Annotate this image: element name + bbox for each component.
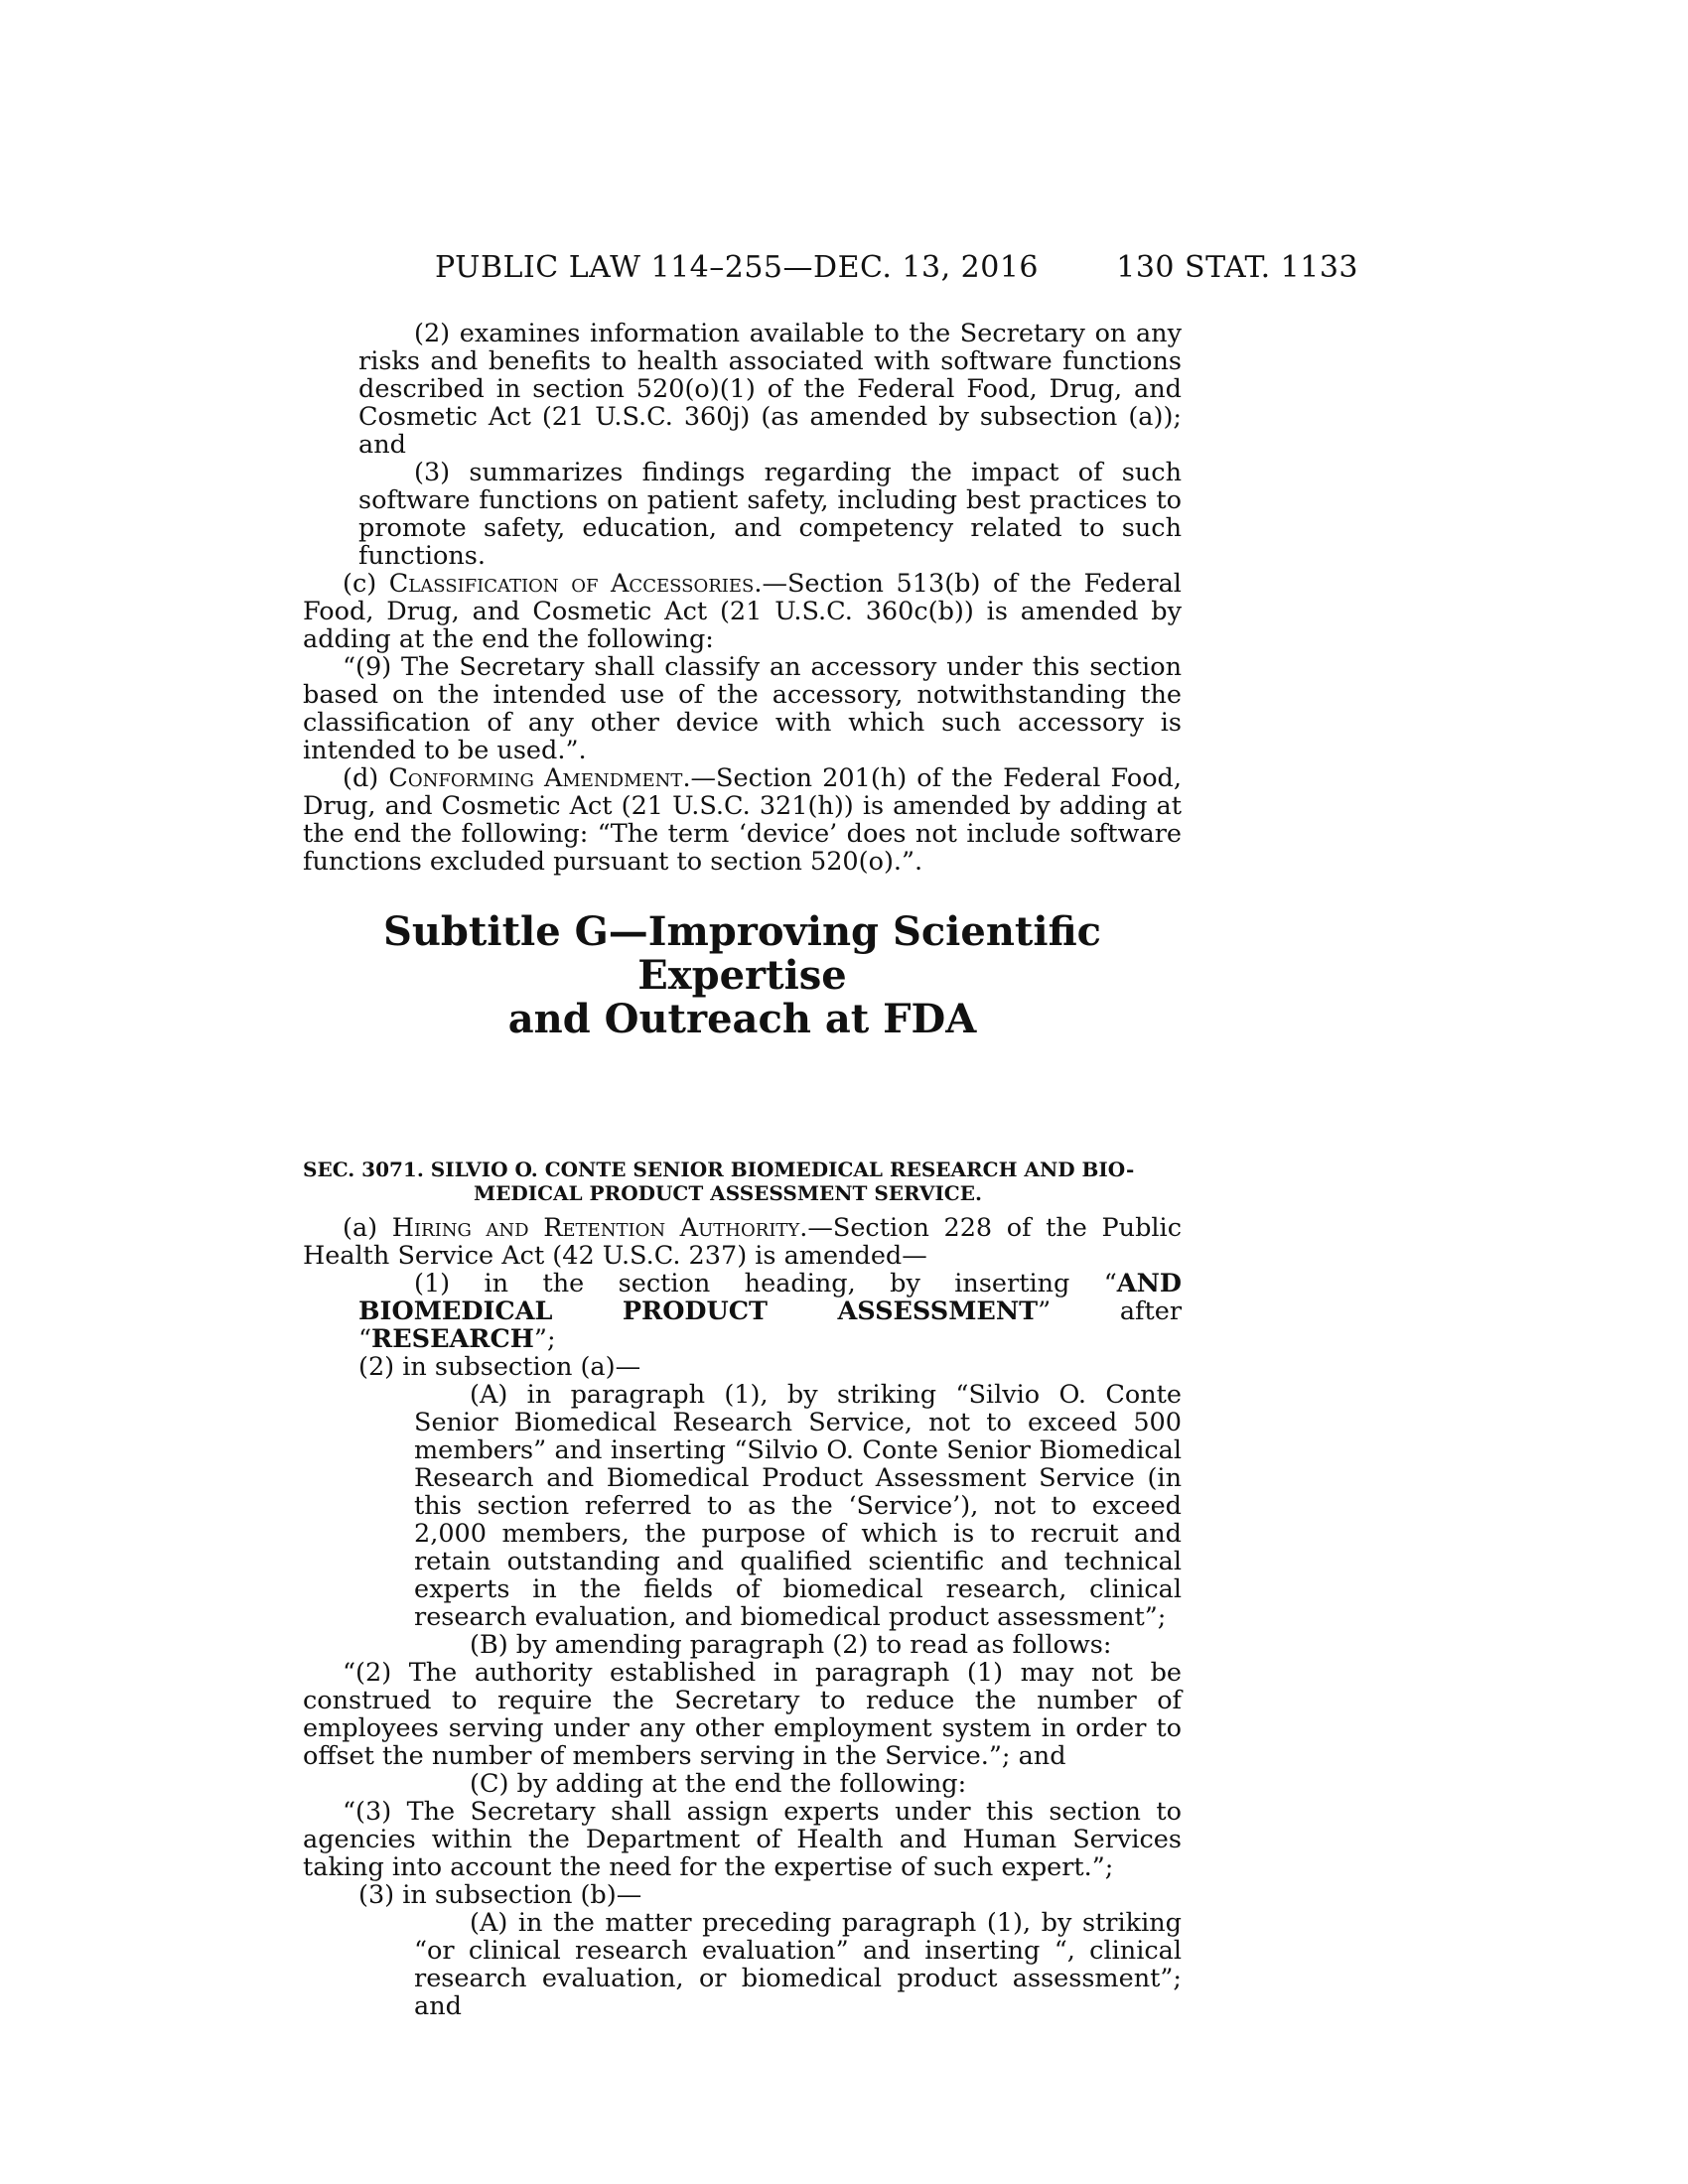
subsection-a-text: —Section 228 of the Public Health Service Act (42 U.S.C. 237) is amended— (303, 1213, 1182, 1271)
subsection-d-heading: Conforming Amendment. (388, 763, 691, 793)
item-3-A: (A) in the matter preceding paragraph (1), by striking “or clinical research evaluation” and inserting “, clinical research evaluation, or biomedical product assessment”; and (414, 1908, 1182, 2021)
item-1-text-a: (1) in the section heading, by inserting “ (414, 1269, 1117, 1298)
subsection-c-label: (c) (343, 569, 389, 599)
subsection-c (303, 570, 1182, 653)
subsection-d-label: (d) (343, 763, 389, 793)
subtitle-line-1: Subtitle G—Improving Scientific Expertise (382, 908, 1102, 999)
item-2-A: (A) in paragraph (1), by striking “Silvio O. Conte Senior Biomedical Research Service, not to exceed 500 members” and inserting “Silvio O. Conte Senior Biomedical Research and Biomedical Product Assessment Service (in this section referred to as the ‘Service’), not to exceed 2,000 members, the purpose of which is to recruit and retain outstanding and qualified scientific and technical experts in the fields of biomedical research, clinical research evaluation, and biomedical product assessment”; (414, 1380, 1182, 1632)
item-3: (3) in subsection (b)— (358, 1880, 642, 1910)
section-heading-line-1: SEC. 3071. SILVIO O. CONTE SENIOR BIOMEDICAL RESEARCH AND BIO- (303, 1158, 1135, 1181)
section-heading-line-2: MEDICAL PRODUCT ASSESSMENT SERVICE. (474, 1181, 982, 1205)
item-1-bold-a: AND BIOMEDICAL PRODUCT ASSESSMENT (358, 1269, 1182, 1326)
body-text-top (303, 320, 1182, 876)
subsection-a (303, 1214, 1182, 1270)
quoted-paragraph-2: “(2) The authority established in paragraph (1) may not be construed to require the Secretary to reduce the number of employees serving under any other employment system in order to offset the number of members serving in the Service.”; and (303, 1658, 1182, 1771)
subsection-c-heading: Classification of Accessories. (388, 569, 763, 599)
quoted-paragraph-3: “(3) The Secretary shall assign experts under this section to agencies within the Department of Health and Human Services taking into account the need for the expertise of such expert.”; (303, 1797, 1182, 1882)
item-1 (303, 1270, 1182, 1353)
subtitle-line-2: and Outreach at FDA (507, 996, 977, 1042)
paragraph-2: (2) examines information available to the Secretary on any risks and benefits to health associated with software functions described in section 520(o)(1) of the Federal Food, Drug, and Cosmetic Act (21 U.S.C. 360j) (as amended by subsection (a)); and (358, 319, 1182, 460)
item-1-bold-b: RESEARCH (371, 1324, 534, 1354)
subsection-a-heading: Hiring and Retention Authority. (391, 1213, 808, 1243)
item-2: (2) in subsection (a)— (358, 1352, 641, 1382)
item-1-text-b: ” after “ (358, 1297, 1183, 1354)
subtitle-heading (303, 910, 1182, 1041)
body-text-section-3071 (303, 1214, 1182, 2020)
item-1-text-c: ”; (533, 1324, 556, 1354)
subsection-a-label: (a) (343, 1213, 392, 1243)
subsection-c-text: —Section 513(b) of the Federal Food, Drug, and Cosmetic Act (21 U.S.C. 360c(b)) is amended by adding at the end the following: (303, 569, 1182, 654)
running-header-title: PUBLIC LAW 114–255—DEC. 13, 2016 (435, 250, 1040, 285)
item-2-C: (C) by adding at the end the following: (470, 1769, 967, 1799)
subsection-d-text: —Section 201(h) of the Federal Food, Drug, and Cosmetic Act (21 U.S.C. 321(h)) is amended by adding at the end the following: “The term ‘device’ does not include software functions excluded pursuant to section 520(o).”. (303, 763, 1182, 877)
paragraph-3: (3) summarizes findings regarding the impact of such software functions on patient safety, including best practices to promote safety, education, and competency related to such functions. (358, 458, 1182, 571)
running-header-page-number: 130 STAT. 1133 (1116, 250, 1358, 285)
subsection-d (303, 764, 1182, 876)
item-2-B: (B) by amending paragraph (2) to read as follows: (470, 1630, 1112, 1660)
section-heading (303, 1158, 1182, 1205)
quoted-paragraph-9: “(9) The Secretary shall classify an accessory under this section based on the intended use of the accessory, notwithstanding the classification of any other device with which such accessory is intended to be used.”. (303, 652, 1182, 765)
